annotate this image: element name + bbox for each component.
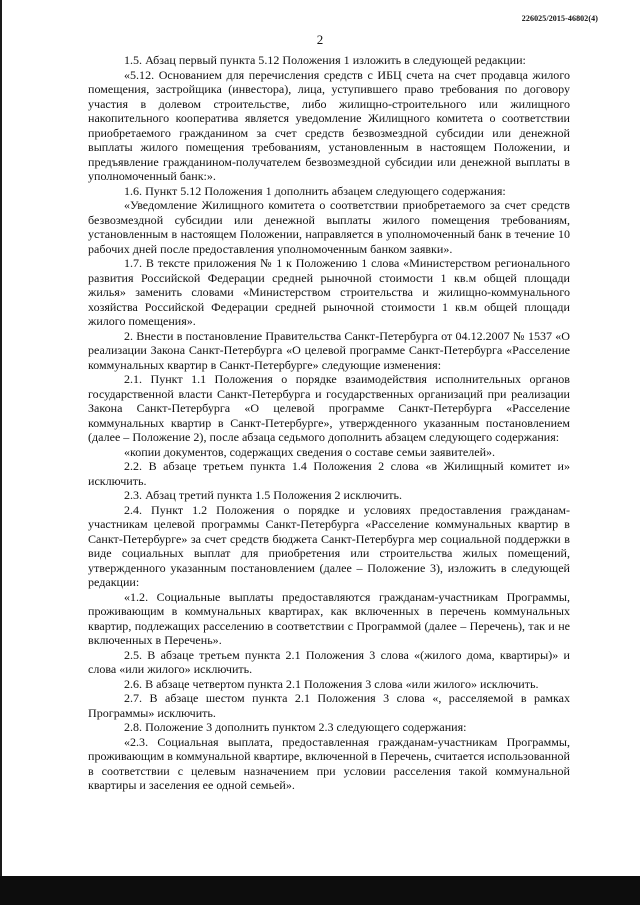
- paragraph-2-7: 2.7. В абзаце шестом пункта 2.1 Положения 3 слова «, расселяемой в рамках Программы» исключить.: [88, 691, 570, 720]
- document-body: [88, 53, 570, 793]
- paragraph-2: 2. Внести в постановление Правительства Санкт-Петербурга от 04.12.2007 № 1537 «О реализации Закона Санкт-Петербурга «О целевой программе Санкт-Петербурга «Расселение коммунальных квартир в Санкт-Петербурге» следующие изменения:: [88, 328, 570, 372]
- paragraph-2-4: 2.4. Пункт 1.2 Положения о порядке и условиях предоставления гражданам-участникам целевой программы Санкт-Петербурга «Расселение коммунальных квартир в Санкт-Петербурге» за счет средств бюджета Санкт-Петербурга мер социальной поддержки в виде социальных выплат для приобретения или строительства жилых помещений, утвержденного указанным постановлением (далее – Положение 3), изложить в следующей редакции:: [88, 502, 570, 589]
- scan-bottom-bar: [0, 876, 640, 905]
- paragraph-copies-text: «копии документов, содержащих сведения о составе семьи заявителей».: [124, 444, 496, 459]
- paragraph-1-7: 1.7. В тексте приложения № 1 к Положению 1 слова «Министерством регионального развития Российской Федерации средней рыночной стоимости 1 кв.м общей площади жилья» заменить словами «Министерством строительства и жилищно-коммунального хозяйства Российской Федерации средней рыночной стоимости 1 кв.м общей площади жилого помещения».: [88, 256, 570, 328]
- paragraph-2-6: 2.6. В абзаце четвертом пункта 2.1 Положения 3 слова «или жилого» исключить.: [124, 676, 539, 691]
- scan-left-border: [0, 0, 2, 905]
- paragraph-2-8: 2.8. Положение 3 дополнить пунктом 2.3 следующего содержания:: [124, 720, 467, 734]
- paragraph-1-2-text: «1.2. Социальные выплаты предоставляются гражданам-участникам Программы, проживающим в коммунальных квартирах, как включенных в перечень коммунальных квартир, подлежащих расселению в соответствии с Программой (далее – Перечень), так и не включенных в Перечень».: [88, 589, 570, 647]
- paragraph-1-5: 1.5. Абзац первый пункта 5.12 Положения 1 изложить в следующей редакции:: [124, 53, 526, 67]
- paragraph-2-3-text: «2.3. Социальная выплата, предоставленная гражданам-участникам Программы, проживающим в коммунальной квартире, включенной в Перечень, считается использованной в соответствии с целевым назначением при условии расселения такой коммунальной квартиры и заселения ее одной семьей».: [88, 734, 570, 792]
- page-number: 2: [316, 32, 324, 47]
- paragraph-1-6: 1.6. Пункт 5.12 Положения 1 дополнить абзацем следующего содержания:: [124, 183, 506, 198]
- paragraph-2-5: 2.5. В абзаце третьем пункта 2.1 Положения 3 слова «(жилого дома, квартиры)» и слова «или жилого» исключить.: [88, 647, 570, 676]
- paragraph-5-12-text: «5.12. Основанием для перечисления средств с ИБЦ счета на счет продавца жилого помещения, застройщика (инвестора), лица, уступившего право требования по договору участия в долевом строительстве, либо жилищно-строительного или жилищного накопительного кооператива является уведомление Жилищного комитета о соответствии приобретаемого гражданином за счет средств безвозмездной субсидии или денежной выплаты жилого помещения требованиям, установленным в настоящем Положении, и предъявление гражданином-получателем безвозмездной субсидии или денежной выплаты в уполномоченный банк:».: [88, 67, 570, 183]
- paragraph-2-3: 2.3. Абзац третий пункта 1.5 Положения 2 исключить.: [124, 488, 403, 502]
- paragraph-notification-text: «Уведомление Жилищного комитета о соответствии приобретаемого за счет средств безвозмездной субсидии или денежной выплаты жилого помещения требованиям, установленным в настоящем Положении, направляется в уполномоченный банк в течение 10 рабочих дней после предоставления уполномоченным банком заявки».: [88, 198, 570, 256]
- paragraph-2-1: 2.1. Пункт 1.1 Положения о порядке взаимодействия исполнительных органов государственной власти Санкт-Петербурга и государственных организаций при реализации Закона Санкт-Петербурга «О целевой программе Санкт-Петербурга «Расселение коммунальных квартир в Санкт-Петербурге», утвержденного указанным постановлением (далее – Положение 2), после абзаца седьмого дополнить абзацем следующего содержания:: [88, 372, 570, 444]
- document-reference-number: 226025/2015-46802(4): [521, 14, 598, 23]
- paragraph-2-2: 2.2. В абзаце третьем пункта 1.4 Положения 2 слова «в Жилищный комитет и» исключить.: [88, 459, 570, 488]
